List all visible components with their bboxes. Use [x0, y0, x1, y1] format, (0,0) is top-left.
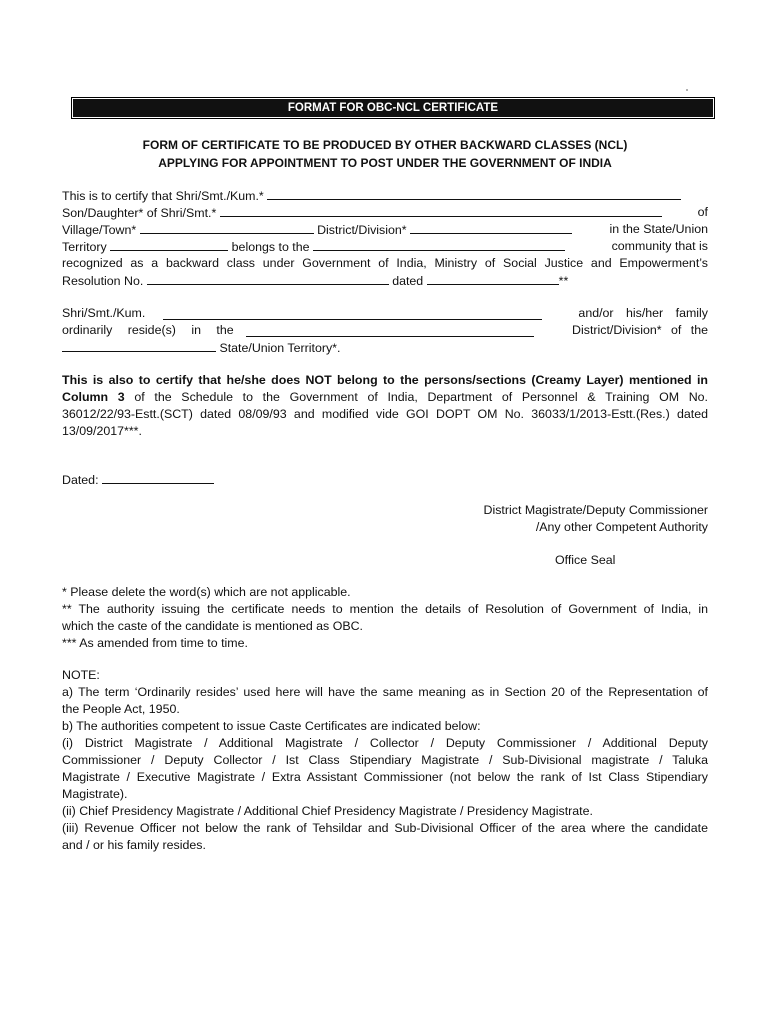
- note-i-line-2: Commissioner / Deputy Collector / Ist Class Stipendiary Magistrate / Sub-Divisional magistrate / Taluka: [62, 753, 708, 767]
- village-label: Village/Town*: [62, 223, 137, 237]
- footnote-2a: ** The authority issuing the certificate needs to mention the details of Resolution of Government of India, in: [62, 602, 708, 616]
- of-label: of: [697, 205, 708, 219]
- name-blank-2[interactable]: [163, 307, 542, 320]
- para1-line-6: [62, 272, 708, 290]
- note-a-line-2: the People Act, 1950.: [62, 702, 180, 716]
- district-label: District/Division*: [317, 223, 407, 237]
- village-blank[interactable]: [140, 221, 314, 234]
- note-title: NOTE:: [62, 668, 100, 682]
- note-i-line-3: Magistrate / Executive Magistrate / Extra Assistant Commissioner (not below the rank of Ist Class Stipendiary: [62, 770, 708, 784]
- para3-line-1: This is also to certify that he/she does NOT belong to the persons/sections (Creamy Layer) mentioned in: [62, 373, 708, 387]
- note-iii-line-2: and / or his family resides.: [62, 838, 206, 852]
- reside-label: ordinarily reside(s) in the: [62, 323, 234, 337]
- para3-line-3: 36012/22/93-Estt.(SCT) dated 08/09/93 and modified vide GOI DOPT OM No. 36033/1/2013-Estt.(Res.) dated: [62, 407, 708, 421]
- community-label: community that is: [611, 239, 708, 253]
- father-name-blank[interactable]: [220, 204, 662, 217]
- resolution-label: Resolution No.: [62, 274, 144, 288]
- state-blank[interactable]: [62, 339, 216, 352]
- note-iii-line-1: (iii) Revenue Officer not below the rank of Tehsildar and Sub-Divisional Officer of the area where the candidate: [62, 821, 708, 835]
- district-division-label: District/Division* of the: [572, 323, 708, 337]
- territory-blank[interactable]: [110, 238, 228, 251]
- community-blank[interactable]: [313, 238, 565, 251]
- belongs-label: belongs to the: [231, 240, 310, 254]
- resolution-date-blank[interactable]: [427, 272, 559, 285]
- state-ut-label: State/Union Territory*.: [219, 341, 341, 355]
- para1-line-3: [62, 221, 708, 239]
- footnote-1: * Please delete the word(s) which are not applicable.: [62, 585, 351, 599]
- title-banner: [71, 97, 715, 119]
- column-3-label: Column 3: [62, 390, 125, 404]
- signatory-line-2: /Any other Competent Authority: [535, 520, 708, 534]
- note-b: b) The authorities competent to issue Caste Certificates are indicated below:: [62, 719, 481, 733]
- footnote-3: *** As amended from time to time.: [62, 636, 248, 650]
- note-i-line-1: (i) District Magistrate / Additional Magistrate / Collector / Deputy Commissioner / Additional Deputy: [62, 736, 708, 750]
- dated-label: Dated:: [62, 473, 99, 487]
- district-blank[interactable]: [410, 221, 572, 234]
- shri-label: This is to certify that Shri/Smt./Kum.*: [62, 189, 264, 203]
- heading-line-1: FORM OF CERTIFICATE TO BE PRODUCED BY OTHER BACKWARD CLASSES (NCL): [142, 138, 628, 152]
- para1-line-4: [62, 238, 708, 256]
- para1-line-5: recognized as a backward class under Government of India, Ministry of Social Justice and Empowerment’s: [62, 256, 708, 270]
- double-asterisk: **: [558, 274, 569, 288]
- para1-line-2: [62, 204, 708, 222]
- son-daughter-label: Son/Daughter* of Shri/Smt.*: [62, 206, 217, 220]
- shri-label-2: Shri/Smt./Kum.: [62, 306, 146, 320]
- scan-speck: [686, 89, 688, 91]
- footnote-2b: which the caste of the candidate is mentioned as OBC.: [62, 619, 363, 633]
- para2-line-1: [62, 305, 708, 322]
- dated-row: [62, 471, 708, 489]
- para1-line-1: [62, 187, 708, 205]
- heading-line-2: APPLYING FOR APPOINTMENT TO POST UNDER THE GOVERNMENT OF INDIA: [158, 156, 612, 170]
- schedule-text: of the Schedule to the Government of India, Department of Personnel & Training OM No.: [124, 390, 709, 404]
- office-seal: Office Seal: [555, 553, 616, 567]
- resolution-blank[interactable]: [147, 272, 389, 285]
- note-i-line-4: Magistrate).: [62, 787, 128, 801]
- state-union-label: in the State/Union: [609, 222, 708, 236]
- family-label: and/or his/her family: [578, 306, 708, 320]
- banner-title: FORMAT FOR OBC-NCL CERTIFICATE: [73, 99, 713, 117]
- para3-line-2: [62, 389, 708, 406]
- signatory-line-1: District Magistrate/Deputy Commissioner: [483, 503, 708, 517]
- note-a-line-1: a) The term ‘Ordinarily resides’ used here will have the same meaning as in Section 20 of the Representation of: [62, 685, 708, 699]
- para2-line-3: [62, 339, 708, 357]
- name-blank[interactable]: [267, 187, 681, 200]
- territory-label: Territory: [62, 240, 107, 254]
- note-ii: (ii) Chief Presidency Magistrate / Additional Chief Presidency Magistrate / Presidency Magistrate.: [62, 804, 593, 818]
- district-blank-2[interactable]: [246, 324, 534, 337]
- dated-label-1: dated: [392, 274, 424, 288]
- para2-line-2: [62, 322, 708, 339]
- para3-line-4: 13/09/2017***.: [62, 424, 142, 438]
- dated-blank[interactable]: [102, 471, 214, 484]
